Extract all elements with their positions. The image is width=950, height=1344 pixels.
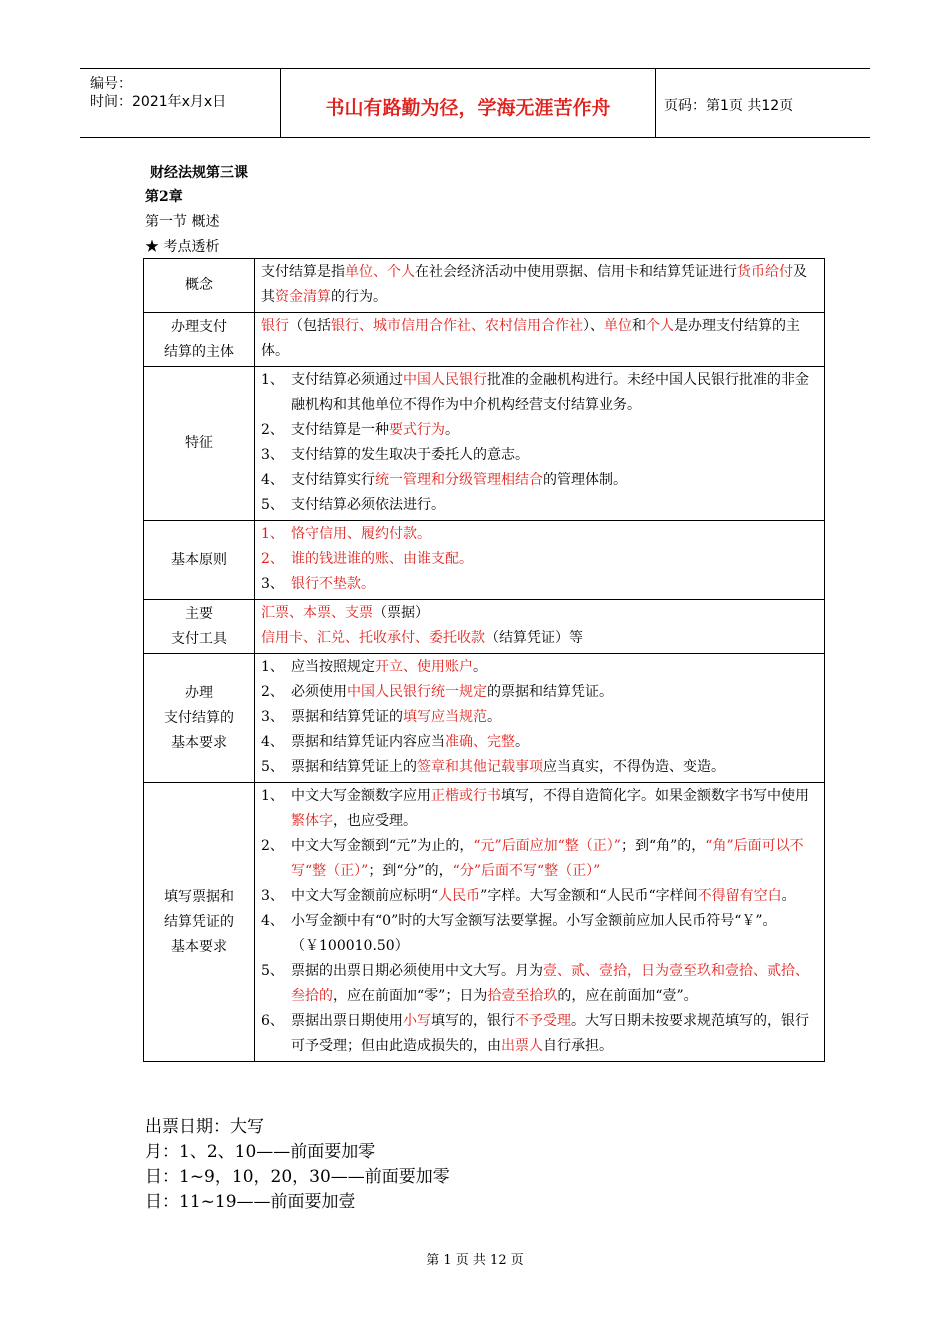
- list-item: 2、 支付结算是一种要式行为。: [261, 422, 459, 438]
- row-key: 填写票据和 结算凭证的 基本要求: [144, 783, 255, 1062]
- row-value: 汇票、本票、支票（票据） 信用卡、汇兑、托收承付、委托收款（结算凭证）等: [255, 600, 825, 654]
- row-value: [255, 783, 825, 1062]
- table-row: [144, 313, 825, 367]
- list-item: 2、 谁的钱进谁的账、由谁支配。: [261, 551, 473, 567]
- note-line: 出票日期：大写: [145, 1117, 264, 1137]
- table-row: [144, 367, 825, 521]
- table-row: [144, 783, 825, 1062]
- knowledge-table: [143, 258, 825, 1062]
- number-label: 编号：: [90, 76, 132, 92]
- list-item: 2、 中文大写金额到“元”为止的，“元”后面应加“整（正）”；到“角”的，“角”后面可以不写“整（正）”；到“分”的，“分”后面不写“整（正）”: [261, 838, 804, 879]
- motto: 书山有路勤为径，学海无涯苦作舟: [325, 97, 611, 119]
- row-value: 支付结算是指单位、个人在社会经济活动中使用票据、信用卡和结算凭证进行货币给付及其资金清算的行为。: [255, 259, 825, 313]
- table-row: [144, 259, 825, 313]
- topic-heading: ★ 考点透析: [145, 239, 220, 255]
- list-item: 1、 应当按照规定开立、使用账户。: [261, 659, 487, 675]
- row-value: 银行（包括银行、城市信用合作社、农村信用合作社）、单位和个人是办理支付结算的主体。: [255, 313, 825, 367]
- row-value: [255, 367, 825, 521]
- list-item: 5、 票据的出票日期必须使用中文大写。月为壹、贰、壹拾，日为壹至玖和壹拾、贰拾、叁拾的，应在前面加“零”；日为拾壹至拾玖的，应在前面加“壹”。: [261, 963, 809, 1004]
- page-number-label: 页码：第1页 共12页: [664, 98, 794, 114]
- row-key: 办理 支付结算的 基本要求: [144, 654, 255, 783]
- list-item: 1、 支付结算必须通过中国人民银行批准的金融机构进行。未经中国人民银行批准的非金融机构和其他单位不得作为中介机构经营支付结算业务。: [261, 372, 809, 413]
- time-label: 时间：2021年x月x日: [90, 94, 227, 110]
- list-item: 1、 中文大写金额数字应用正楷或行书填写，不得自造简化字。如果金额数字书写中使用繁体字，也应受理。: [261, 788, 809, 829]
- table-row: [144, 654, 825, 783]
- chapter-heading: 第2章: [145, 189, 183, 205]
- header-left-cell: [80, 69, 280, 137]
- table-row: [144, 600, 825, 654]
- list-item: 3、 票据和结算凭证的填写应当规范。: [261, 709, 501, 725]
- row-key: 概念: [144, 259, 255, 313]
- list-item: 5、 票据和结算凭证上的签章和其他记载事项应当真实，不得伪造、变造。: [261, 759, 725, 775]
- list-item: 3、 银行不垫款。: [261, 576, 375, 592]
- row-key: 办理支付 结算的主体: [144, 313, 255, 367]
- row-key: 主要 支付工具: [144, 600, 255, 654]
- list-item: 3、 中文大写金额前应标明“人民币”字样。大写金额和“人民币“字样间不得留有空白。: [261, 888, 796, 904]
- list-item: 4、 小写金额中有“0”时的大写金额写法要掌握。小写金额前应加人民币符号“￥”。（￥100010.50）: [261, 913, 777, 954]
- list-item: 3、 支付结算的发生取决于委托人的意志。: [261, 447, 529, 463]
- section-heading: 第一节 概述: [145, 214, 220, 230]
- row-key: 基本原则: [144, 521, 255, 600]
- note-line: 日：11~19——前面要加壹: [145, 1192, 356, 1212]
- list-item: 5、 支付结算必须依法进行。: [261, 497, 445, 513]
- header-center-cell: [280, 69, 656, 137]
- list-item: 4、 票据和结算凭证内容应当准确、完整。: [261, 734, 529, 750]
- doc-title: 财经法规第三课: [150, 165, 248, 181]
- row-value: [255, 654, 825, 783]
- row-key: 特征: [144, 367, 255, 521]
- list-item: 2、 必须使用中国人民银行统一规定的票据和结算凭证。: [261, 684, 613, 700]
- note-line: 日：1~9，10，20，30——前面要加零: [145, 1167, 450, 1187]
- table-row: [144, 521, 825, 600]
- header-right-cell: [656, 69, 870, 137]
- list-item: 6、 票据出票日期使用小写填写的，银行不予受理。大写日期未按要求规范填写的，银行可予受理；但由此造成损失的，由出票人自行承担。: [261, 1013, 809, 1054]
- row-value: [255, 521, 825, 600]
- page-header: [80, 68, 870, 138]
- list-item: 1、 恪守信用、履约付款。: [261, 526, 431, 542]
- page-footer: 第 1 页 共 12 页: [426, 1253, 524, 1268]
- note-line: 月：1、2、10——前面要加零: [145, 1142, 376, 1162]
- list-item: 4、 支付结算实行统一管理和分级管理相结合的管理体制。: [261, 472, 627, 488]
